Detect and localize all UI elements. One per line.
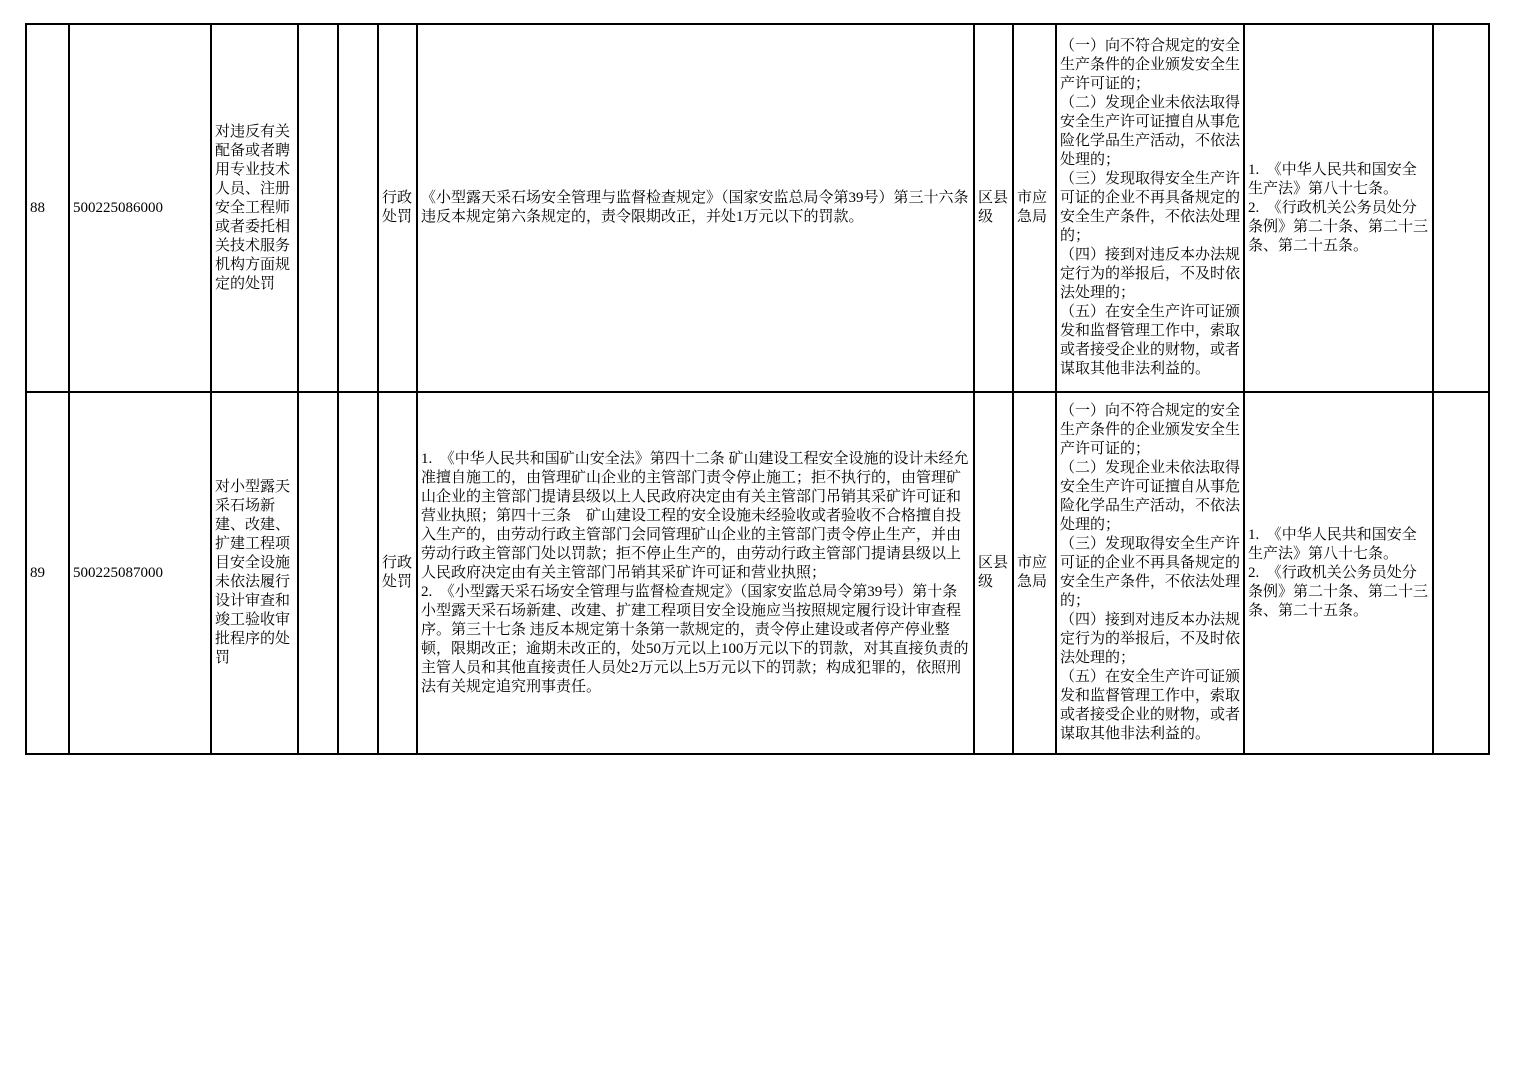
- legal-basis-paragraph: 2. 《小型露天采石场安全管理与监督检查规定》（国家安监总局令第39号）第十条 小型露天采石场新建、改建、扩建工程项目安全设施应当按照规定履行设计审查程序。第三十七条 违反本规定第十条第一款规定的，责令停止建设或者停产停业整顿，限期改正；逾期未改正的，处50万元以上100万元以下的罚款，对其直接负责的主管人员和其他直接责任人员处2万元以上5万元以下的罚款；构成犯罪的，依照刑法有关规定追究刑事责任。: [421, 583, 969, 695]
- table-sheet: [25, 23, 1490, 755]
- serial-number-cell: [26, 392, 69, 754]
- item-code-cell: [69, 392, 211, 754]
- implementing-agency-cell: [1013, 392, 1056, 754]
- liability-situation-item: （二）发现企业未依法取得安全生产许可证擅自从事危险化学品生产活动，不依法处理的；: [1060, 95, 1241, 168]
- liability-basis-item: 1. 《中华人民共和国安全生产法》第八十七条。: [1248, 526, 1417, 562]
- liability-situation-item: （三）发现取得安全生产许可证的企业不再具备规定的安全生产条件，不依法处理的；: [1060, 171, 1241, 244]
- item-name-cell: [211, 24, 298, 392]
- spare-cell: [298, 392, 338, 754]
- penalty-type-cell: [378, 392, 417, 754]
- liability-situation-item: （五）在安全生产许可证颁发和监督管理工作中，索取或者接受企业的财物，或者谋取其他非法利益的。: [1060, 669, 1241, 742]
- item-name-cell: [211, 392, 298, 754]
- table-row-88: [26, 24, 1489, 392]
- legal-basis-paragraph: 《小型露天采石场安全管理与监督检查规定》（国家安监总局令第39号）第三十六条 违反本规定第六条规定的，责令限期改正，并处1万元以下的罚款。: [421, 190, 969, 225]
- liability-situation-item: （三）发现取得安全生产许可证的企业不再具备规定的安全生产条件，不依法处理的；: [1060, 536, 1241, 609]
- liability-situation-item: （四）接到对违反本办法规定行为的举报后，不及时依法处理的；: [1060, 247, 1241, 301]
- serial-number: 89: [30, 564, 45, 581]
- liability-basis-cell: [1244, 392, 1433, 754]
- spare-cell: [338, 392, 378, 754]
- spare-cell: [1433, 24, 1489, 392]
- liability-situations-cell: [1056, 24, 1244, 392]
- penalty-type: 行政处罚: [382, 190, 413, 225]
- implementing-agency: 市应急局: [1017, 190, 1048, 225]
- item-code: 500225086000: [73, 199, 163, 216]
- exercise-level-cell: [974, 392, 1013, 754]
- liability-situation-item: （一）向不符合规定的安全生产条件的企业颁发安全生产许可证的；: [1060, 38, 1241, 92]
- item-name: 对违反有关配备或者聘用专业技术人员、注册安全工程师或者委托相关技术服务机构方面规定的处罚: [215, 123, 291, 292]
- implementing-agency: 市应急局: [1017, 555, 1048, 590]
- exercise-level: 区县级: [978, 555, 1009, 590]
- liability-basis-item: 1. 《中华人民共和国安全生产法》第八十七条。: [1248, 161, 1417, 197]
- item-code: 500225087000: [73, 564, 163, 581]
- spare-cell: [338, 24, 378, 392]
- liability-situation-item: （一）向不符合规定的安全生产条件的企业颁发安全生产许可证的；: [1060, 403, 1241, 457]
- penalty-items-table: [25, 23, 1490, 755]
- serial-number: 88: [30, 199, 45, 216]
- item-name: 对小型露天采石场新建、改建、扩建工程项目安全设施未依法履行设计审查和竣工验收审批程序的处罚: [215, 479, 291, 666]
- liability-situation-item: （五）在安全生产许可证颁发和监督管理工作中，索取或者接受企业的财物，或者谋取其他非法利益的。: [1060, 304, 1241, 377]
- legal-basis-paragraph: 1. 《中华人民共和国矿山安全法》第四十二条 矿山建设工程安全设施的设计未经允准擅自施工的，由管理矿山企业的主管部门责令停止施工；拒不执行的，由管理矿山企业的主管部门提请县级以上人民政府决定由有关主管部门吊销其采矿许可证和营业执照；第四十三条 矿山建设工程的安全设施未经验收或者验收不合格擅自投入生产的，由劳动行政主管部门会同管理矿山企业的主管部门责令停止生产，并由劳动行政主管部门处以罚款；拒不停止生产的，由劳动行政主管部门提请县级以上人民政府决定由有关主管部门吊销其采矿许可证和营业执照；: [421, 450, 969, 581]
- spare-cell: [298, 24, 338, 392]
- exercise-level: 区县级: [978, 190, 1009, 225]
- liability-situations-cell: [1056, 392, 1244, 754]
- serial-number-cell: [26, 24, 69, 392]
- liability-basis-cell: [1244, 24, 1433, 392]
- liability-situation-item: （四）接到对违反本办法规定行为的举报后，不及时依法处理的；: [1060, 612, 1241, 666]
- item-code-cell: [69, 24, 211, 392]
- table-row-89: [26, 392, 1489, 754]
- penalty-type: 行政处罚: [382, 555, 413, 590]
- exercise-level-cell: [974, 24, 1013, 392]
- implementing-agency-cell: [1013, 24, 1056, 392]
- liability-basis-item: 2. 《行政机关公务员处分条例》第二十条、第二十三条、第二十五条。: [1248, 564, 1429, 619]
- legal-basis-cell: [417, 392, 974, 754]
- liability-basis-item: 2. 《行政机关公务员处分条例》第二十条、第二十三条、第二十五条。: [1248, 199, 1429, 254]
- spare-cell: [1433, 392, 1489, 754]
- legal-basis-cell: [417, 24, 974, 392]
- penalty-type-cell: [378, 24, 417, 392]
- liability-situation-item: （二）发现企业未依法取得安全生产许可证擅自从事危险化学品生产活动，不依法处理的；: [1060, 460, 1241, 533]
